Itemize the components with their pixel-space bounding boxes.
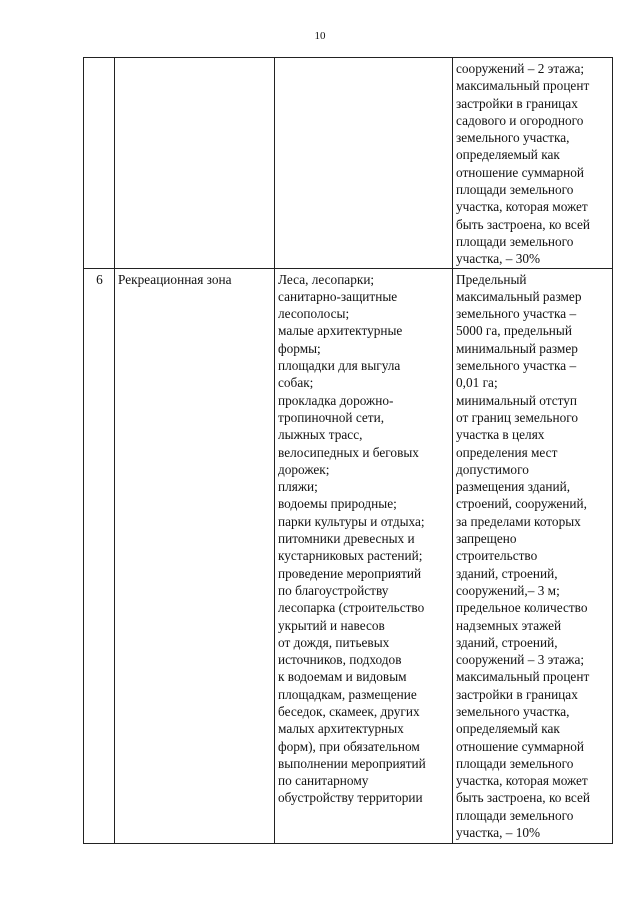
row-number-cell: 6 [84, 268, 115, 843]
cell-line: собак; [278, 375, 314, 391]
cell-line: лесополосы; [278, 306, 350, 322]
cell-line: Предельный [456, 271, 527, 287]
cell-line: малых архитектурных [278, 721, 404, 737]
cell-line: сооружений – 3 этажа; [456, 652, 585, 668]
cell-line: предельное количество [456, 600, 588, 616]
permitted-uses-cell [275, 268, 453, 843]
cell-line: сооружений,– 3 м; [456, 582, 560, 598]
cell-line: укрытий и навесов [278, 617, 385, 633]
cell-line: земельного участка – [456, 306, 577, 322]
cell-line: минимальный размер [456, 340, 578, 356]
page-number: 10 [314, 30, 326, 42]
cell-line: отношение суммарной [456, 164, 585, 180]
cell-line: зданий, строений, [456, 565, 558, 581]
cell-line: участка, – 10% [456, 825, 541, 841]
zone-name-cell: Рекреационная зона [115, 268, 275, 843]
cell-line: площадки для выгула [278, 358, 401, 374]
cell-line: от дождя, питьевых [278, 634, 390, 650]
cell-line: форм), при обязательном [278, 738, 420, 754]
cell-line: тропиночной сети, [278, 409, 385, 425]
zone-name-cell [115, 58, 275, 269]
cell-line: дорожек; [278, 461, 330, 477]
cell-line: отношение суммарной [456, 738, 585, 754]
cell-line: проведение мероприятий [278, 565, 422, 581]
cell-line: площадкам, размещение [278, 686, 417, 702]
cell-line: площади земельного [456, 233, 574, 249]
cell-line: выполнении мероприятий [278, 755, 426, 771]
cell-line: беседок, скамеек, других [278, 703, 420, 719]
table-row [84, 58, 613, 269]
cell-line: определяемый как [456, 721, 560, 737]
cell-line: Леса, лесопарки; [278, 271, 375, 287]
cell-line: земельного участка – [456, 358, 577, 374]
cell-line: пляжи; [278, 479, 318, 495]
cell-line: за пределами которых [456, 513, 581, 529]
cell-line: площади земельного [456, 807, 574, 823]
cell-line: максимальный процент [456, 669, 590, 685]
cell-line: зданий, строений, [456, 634, 558, 650]
cell-line: застройки в границах [456, 95, 578, 111]
cell-line: лыжных трасс, [278, 427, 363, 443]
cell-line: участка, – 30% [456, 251, 541, 267]
cell-line: водоемы природные; [278, 496, 397, 512]
cell-line: источников, подходов [278, 652, 402, 668]
cell-line: от границ земельного [456, 409, 578, 425]
cell-line: санитарно-защитные [278, 288, 398, 304]
cell-line: участка, которая может [456, 199, 588, 215]
cell-line: размещения зданий, [456, 479, 571, 495]
cell-line: надземных этажей [456, 617, 562, 633]
cell-line: максимальный размер [456, 288, 582, 304]
cell-line: питомники древесных и [278, 531, 415, 547]
cell-line: по благоустройству [278, 582, 389, 598]
cell-line: определяемый как [456, 147, 560, 163]
parameters-cell [453, 58, 613, 269]
zoning-table [83, 57, 613, 844]
cell-line: велосипедных и беговых [278, 444, 419, 460]
cell-line: обустройству территории [278, 790, 423, 806]
cell-line: формы; [278, 340, 321, 356]
cell-line: малые архитектурные [278, 323, 403, 339]
table-row [84, 268, 613, 843]
cell-line: прокладка дорожно- [278, 392, 394, 408]
cell-line: сооружений – 2 этажа; [456, 61, 585, 76]
cell-line: участка, которая может [456, 773, 588, 789]
cell-line: лесопарка (строительство [278, 600, 425, 616]
cell-line: парки культуры и отдыха; [278, 513, 425, 529]
cell-line: быть застроена, ко всей [456, 790, 590, 806]
cell-line: площади земельного [456, 182, 574, 198]
cell-line: 0,01 га; [456, 375, 498, 391]
cell-line: 5000 га, предельный [456, 323, 572, 339]
cell-line: определения мест [456, 444, 558, 460]
cell-line: кустарниковых растений; [278, 548, 423, 564]
permitted-uses-cell [275, 58, 453, 269]
cell-line: участка в целях [456, 427, 545, 443]
cell-line: площади земельного [456, 755, 574, 771]
cell-line: строений, сооружений, [456, 496, 587, 512]
cell-line: застройки в границах [456, 686, 578, 702]
cell-line: строительство [456, 548, 538, 564]
cell-line: к водоемам и видовым [278, 669, 407, 685]
cell-line: земельного участка, [456, 130, 570, 146]
cell-line: быть застроена, ко всей [456, 216, 590, 232]
parameters-cell [453, 268, 613, 843]
cell-line: земельного участка, [456, 703, 570, 719]
row-number-cell [84, 58, 115, 269]
cell-line: минимальный отступ [456, 392, 578, 408]
cell-line: допустимого [456, 461, 529, 477]
cell-line: запрещено [456, 531, 517, 547]
cell-line: садового и огородного [456, 112, 584, 128]
cell-line: максимальный процент [456, 78, 590, 94]
cell-line: по санитарному [278, 773, 369, 789]
